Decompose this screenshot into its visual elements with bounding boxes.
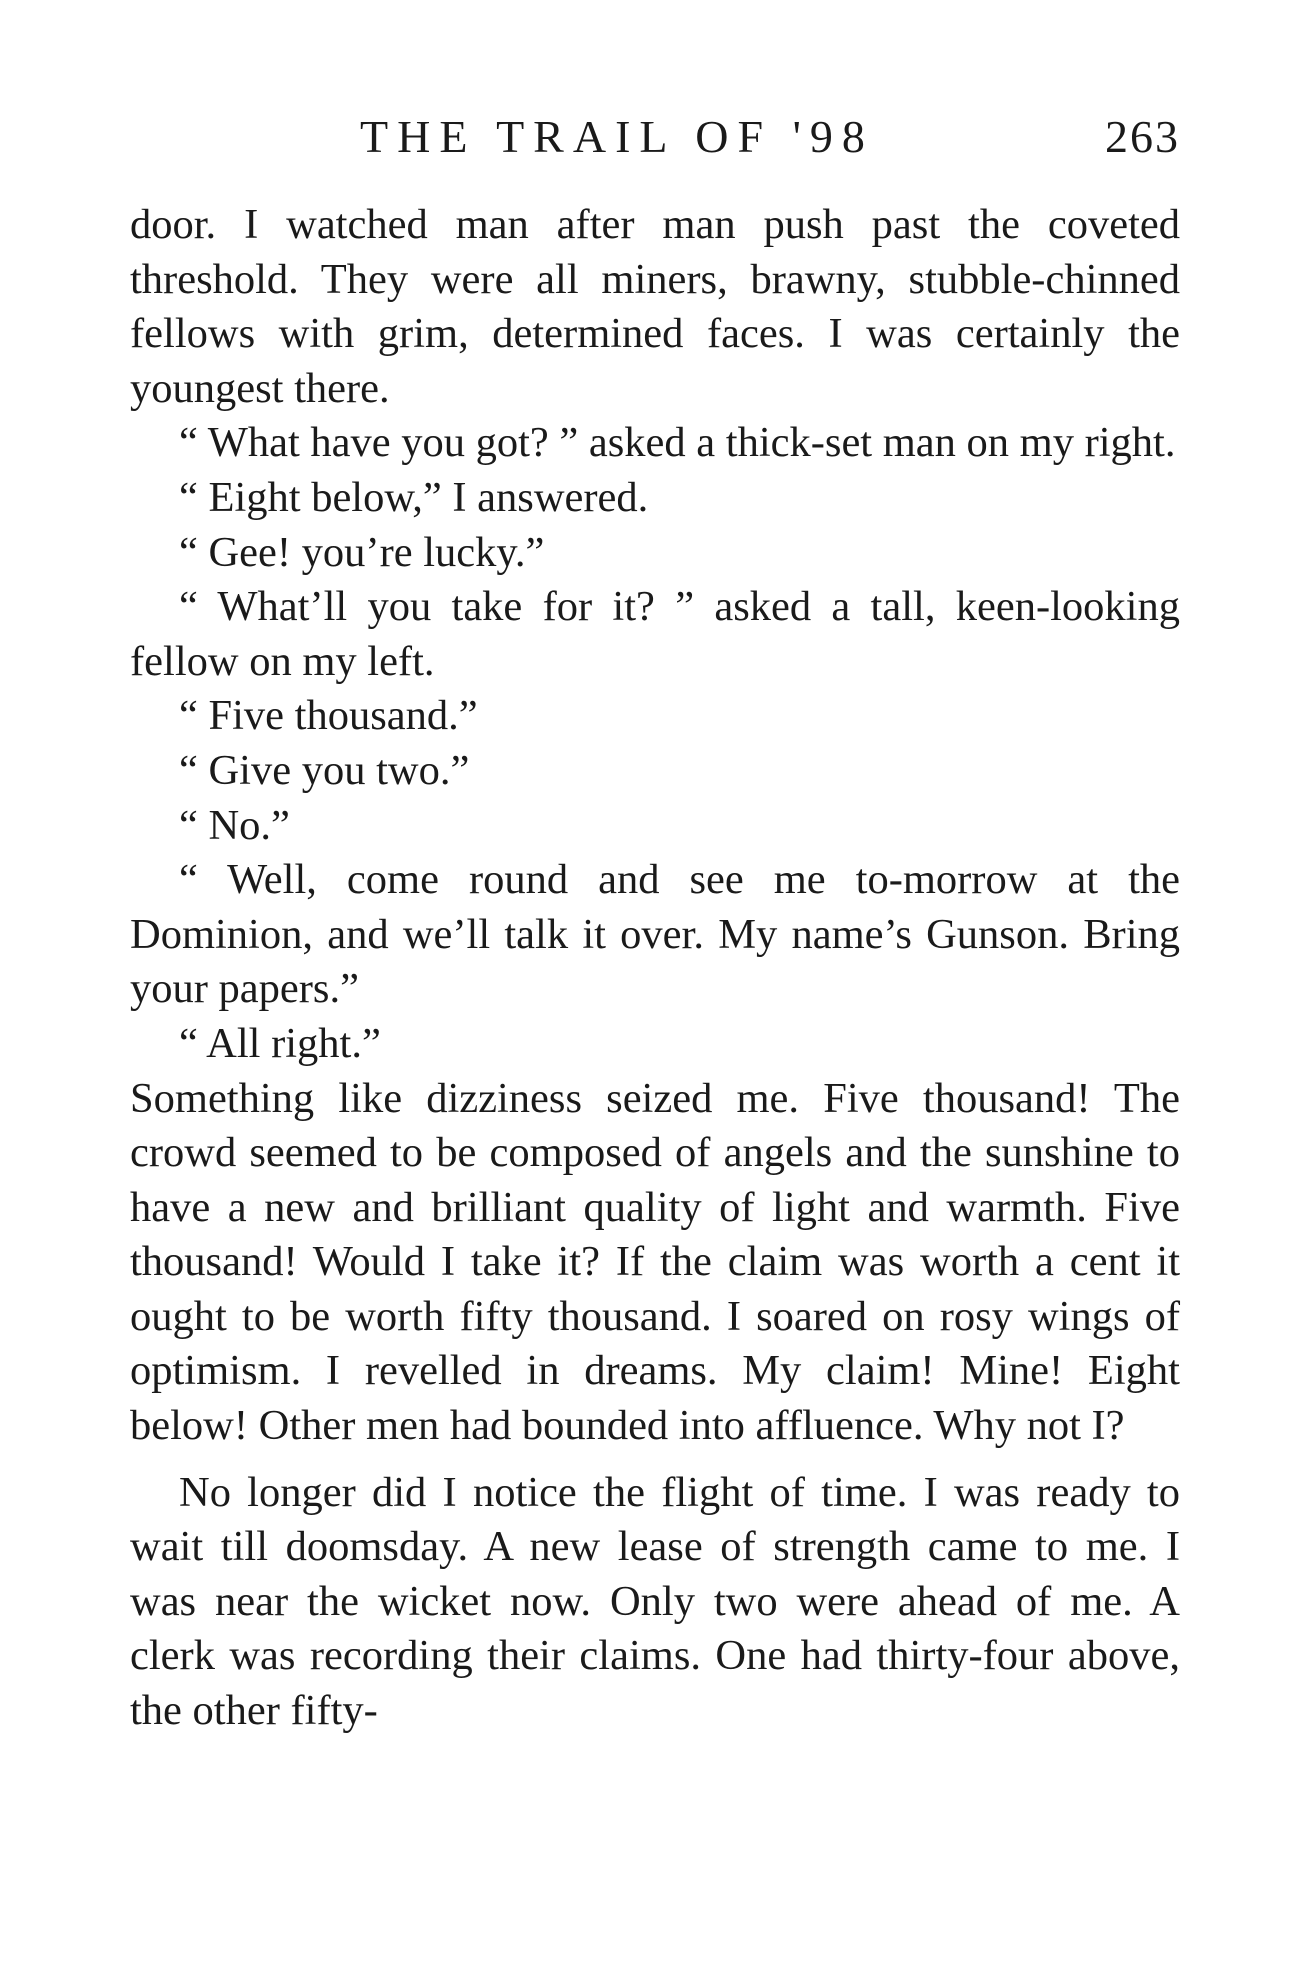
narrative-paragraph: Something like dizziness seized me. Five thousand! The crowd seemed to be composed of angels and the sunshine to have a new and brilliant quality of light and warmth. Five thousand! Would I take it? If the claim was worth a cent it ought to be worth fifty thousand. I soared on rosy wings of optimism. I revelled in dreams. My claim! Mine! Eight below! Other men had bounded into affluence. Why not I? (130, 1074, 1180, 1450)
dialogue-line: “ Well, come round and see me to-morrow at the Dominion, and we’ll talk it over. My name’s Gunson. Bring your papers.” (130, 856, 1180, 1013)
body-text (130, 198, 1180, 1739)
dialogue-line: “ Give you two.” (179, 746, 470, 794)
paragraph-continuation: door. I watched man after man push past the coveted threshold. They were all miners, brawny, stubble-chinned fellows with grim, determined faces. I was certainly the youngest there. (130, 201, 1180, 412)
page-number: 263 (1105, 111, 1180, 162)
dialogue-line: “ What have you got? ” asked a thick-set man on my right. (179, 419, 1176, 467)
dialogue-line: “ Eight below,” I answered. (179, 473, 649, 521)
dialogue-line: “ No.” (179, 801, 290, 849)
running-title: THE TRAIL OF '98 (360, 111, 874, 162)
dialogue-line: “ Five thousand.” (179, 692, 478, 740)
page-header (130, 110, 1180, 170)
dialogue-line: “ Gee! you’re lucky.” (179, 528, 545, 576)
narrative-paragraph: No longer did I notice the flight of time. I was ready to wait till doomsday. A new lease of strength came to me. I was near the wicket now. Only two were ahead of me. A clerk was recording their claims. One had thirty-four above, the other fifty- (130, 1468, 1180, 1735)
dialogue-line: “ All right.” (179, 1019, 381, 1067)
dialogue-line: “ What’ll you take for it? ” asked a tall, keen-looking fellow on my left. (130, 583, 1180, 685)
